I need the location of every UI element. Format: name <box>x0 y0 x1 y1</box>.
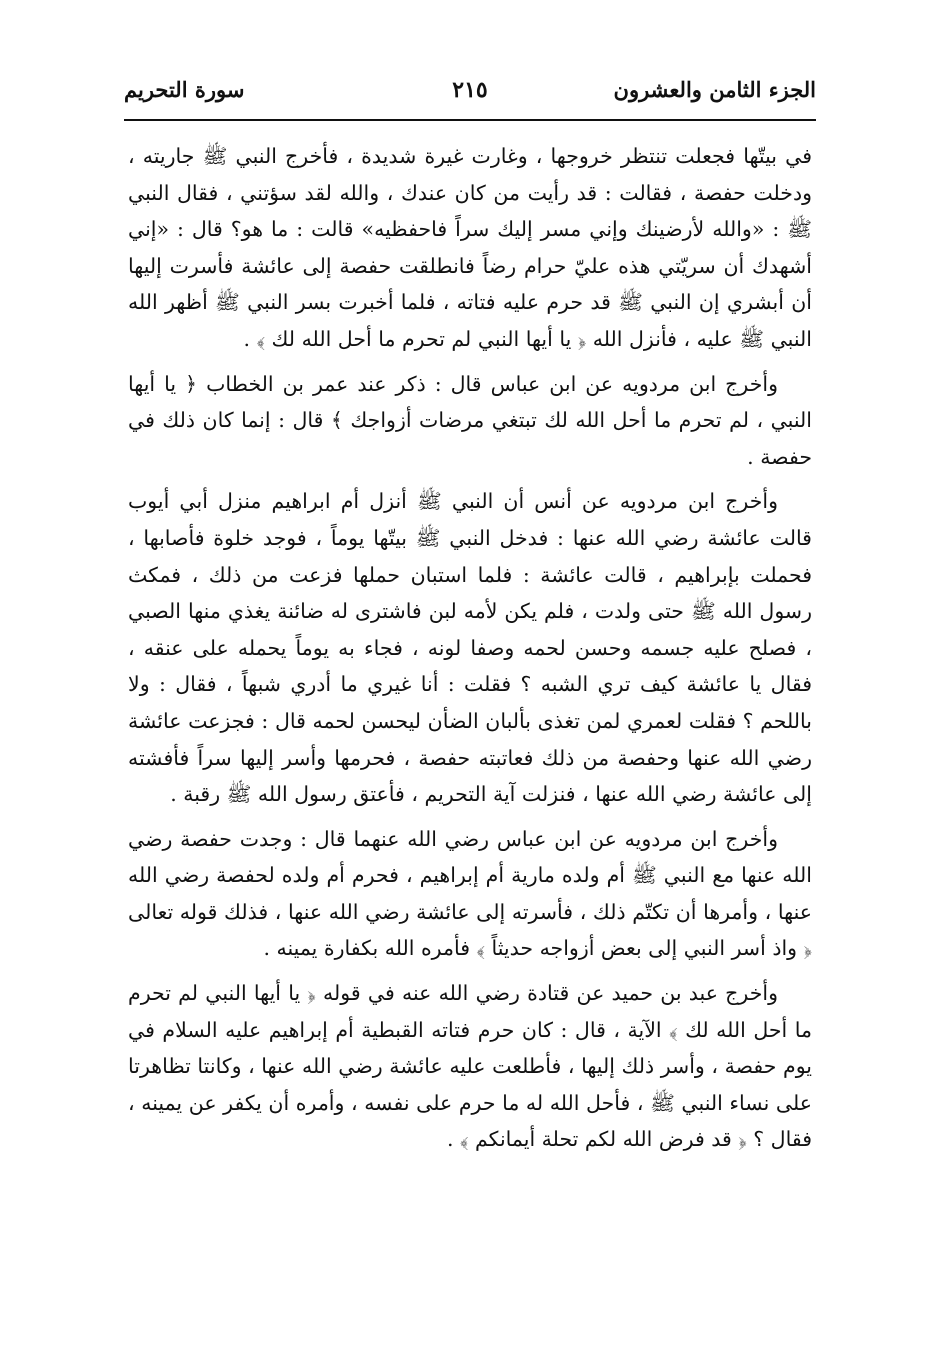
paragraph: وأخرج ابن مردويه عن ابن عباس قال : ذكر عند عمر بن الخطاب ﴿ يا أيها النبي ، لم تحرم ما أحل الله لك تبتغي مرضات أزواجك ﴾ قال : إنما كان ذلك في حفصة . <box>128 371 812 469</box>
page-body <box>128 138 812 1166</box>
page-number: ٢١٥ <box>452 77 488 103</box>
part-title: الجزء الثامن والعشرون <box>613 77 816 102</box>
surah-title: سورة التحريم <box>124 77 245 102</box>
paragraph: وأخرج ابن مردويه عن ابن عباس رضي الله عنهما قال : وجدت حفصة رضي الله عنها مع النبي ﷺ أم ولده مارية أم إبراهيم ، فحرم أم ولده لحفصة رضي الله عنها ، وأمرها أن تكتّم ذلك ، فأسرته إلى عائشة رضي الله عنها ، فذلك قوله تعالى ﴿ واذ أسر النبي إلى بعض أزواجه حديثاً ﴾ فأمره الله بكفارة يمينه . <box>128 826 812 961</box>
paragraph: وأخرج ابن مردويه عن أنس أن النبي ﷺ أنزل أم ابراهيم منزل أبي أيوب قالت عائشة رضي الله عنها : فدخل النبي ﷺ بيتّها يوماً ، فوجد خلوة فأصابها ، فحملت بإبراهيم ، قالت عائشة : فلما استبان حملها فزعت من ذلك ، فمكث رسول الله ﷺ حتى ولدت ، فلم يكن لأمه لبن فاشترى له ضائنة يغذي منها الصبي ، فصلح عليه جسمه وحسن لحمه وصفا لونه ، فجاء به يوماً يحمله على عنقه ، فقال يا عائشة كيف تري الشبه ؟ فقلت : أنا غيري ما أدري شبهاً ، فقال : ولا باللحم ؟ فقلت لعمري لمن تغذى بألبان الضأن ليحسن لحمه قال : فجزعت عائشة رضي الله عنها وحفصة من ذلك فعاتبته حفصة ، فحرمها وأسر إليها سراً فأفشته إلى عائشة رضي الله عنها ، فنزلت آية التحريم ، فأعتق رسول الله ﷺ رقبة . <box>128 489 812 807</box>
paragraph: وأخرج عبد بن حميد عن قتادة رضي الله عنه في قوله ﴿ يا أيها النبي لم تحرم ما أحل الله لك ﴾ الآية ، قال : كان حرم فتاته القبطية أم إبراهيم عليه السلام في يوم حفصة ، وأسر ذلك إليها ، فأطلعت عليه عائشة رضي الله عنها ، وكانتا تظاهرتا على نساء النبي ﷺ ، فأحل الله له ما حرم على نفسه ، وأمره أن يكفر عن يمينه ، فقال ؟ ﴿ قد فرض الله لكم تحلة أيمانكم ﴾ . <box>128 981 812 1152</box>
page-header <box>124 72 816 112</box>
paragraph: في بيتّها فجعلت تنتظر خروجها ، وغارت غيرة شديدة ، فأخرج النبي ﷺ جاريته ، ودخلت حفصة ، فقالت : قد رأيت من كان عندك ، والله لقد سؤتني ، فقال النبي ﷺ : «والله لأرضينك وإني مسر إليك سراً فاحفظيه» قالت : ما هو؟ قال : «إني أشهدك أن سريّتي هذه عليّ حرام رضاً فانطلقت حفصة إلى عائشة فأسرت إليها أن أبشري إن النبي ﷺ قد حرم عليه فتاته ، فلما أخبرت بسر النبي ﷺ أظهر الله النبي ﷺ عليه ، فأنزل الله ﴿ يا أيها النبي لم تحرم ما أحل الله لك ﴾ . <box>128 144 812 351</box>
header-divider <box>124 119 816 121</box>
